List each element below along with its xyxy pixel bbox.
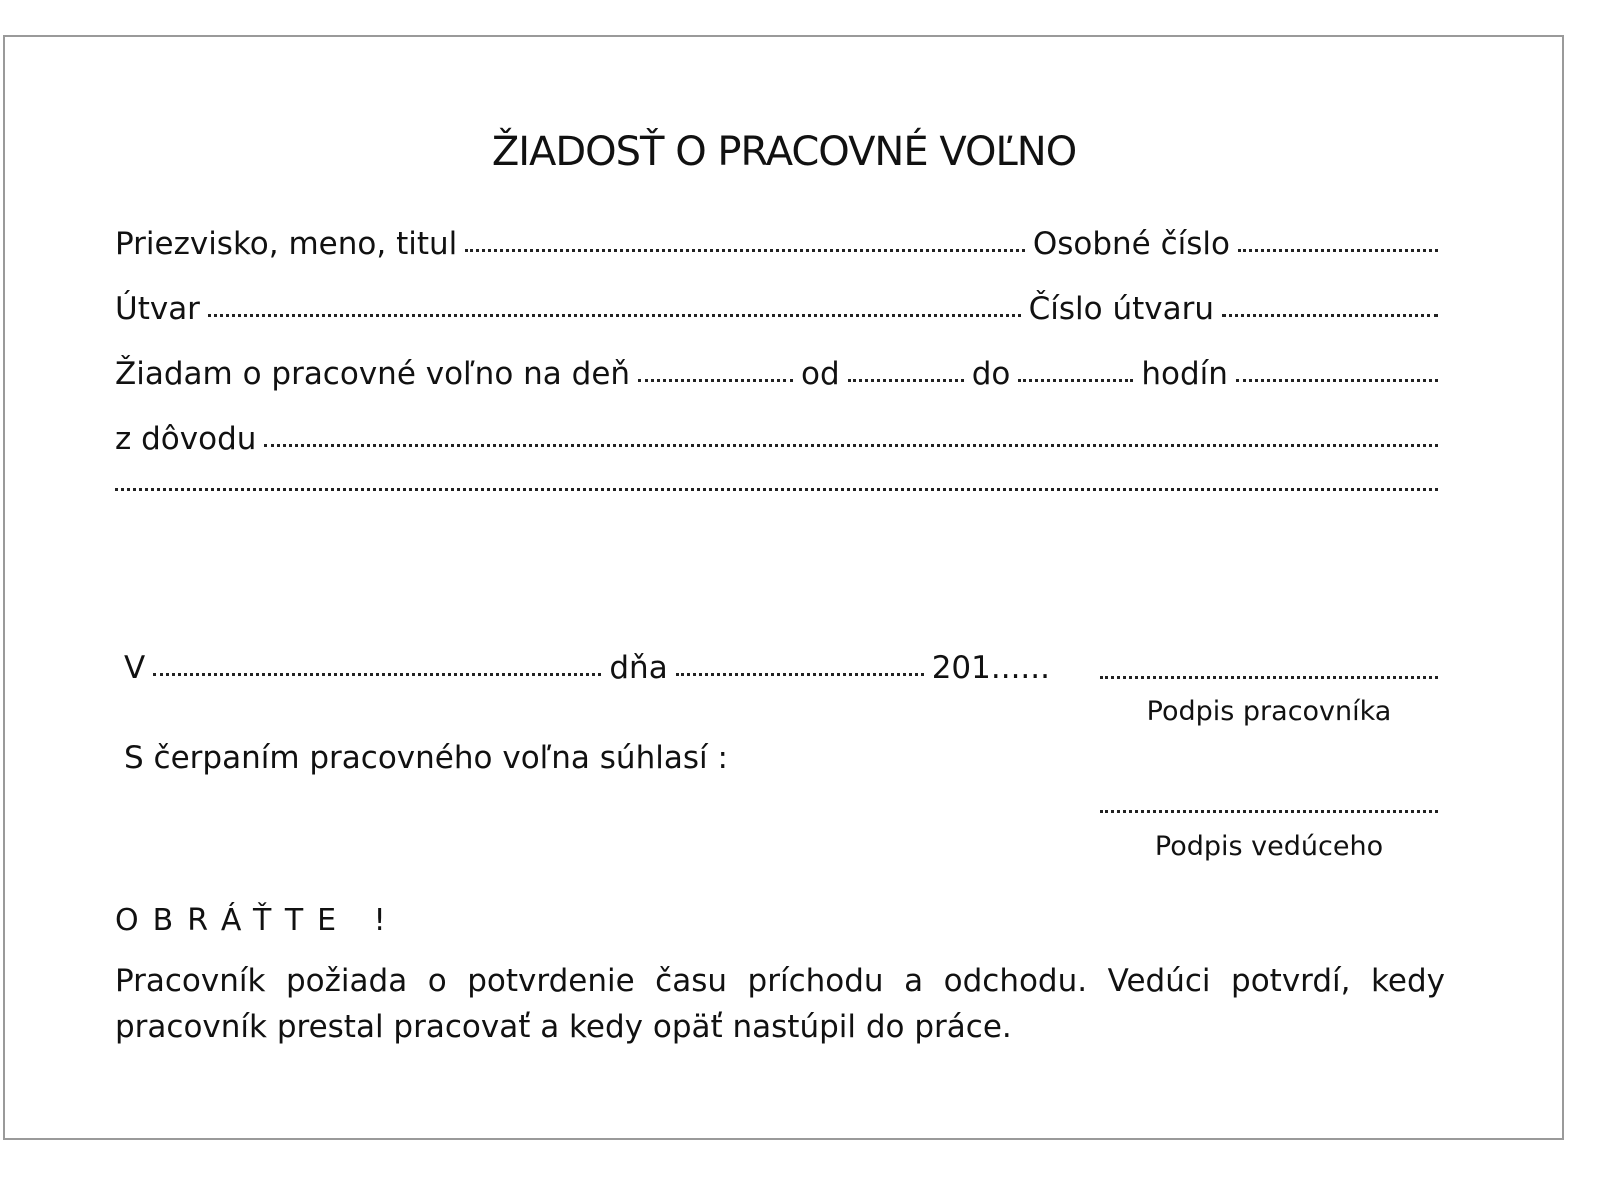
department-field[interactable] (208, 314, 1021, 317)
employee-signature-line[interactable] (1100, 676, 1438, 679)
reason-row (115, 421, 1438, 457)
turn-over-heading: OBRÁŤTE ! (115, 903, 400, 938)
reason-continuation-row (115, 490, 1438, 493)
reason-continuation-field[interactable] (115, 488, 1438, 491)
department-number-field[interactable] (1222, 314, 1438, 317)
department-row (115, 291, 1438, 327)
place-label: V (124, 650, 146, 686)
reason-field[interactable] (264, 444, 1438, 447)
name-field[interactable] (465, 249, 1025, 252)
to-label: do (971, 356, 1011, 392)
to-time-field[interactable] (1018, 379, 1133, 382)
name-row (115, 226, 1438, 262)
manager-signature-line[interactable] (1100, 810, 1438, 813)
personal-number-field[interactable] (1238, 249, 1438, 252)
manager-signature-label: Podpis vedúceho (1154, 831, 1384, 862)
instruction-note: Pracovník požiada o potvrdenie času príchodu a odchodu. Vedúci potvrdí, kedy pracovník prestal pracovať a kedy opäť nastúpil do práce. (115, 963, 1445, 1045)
day-field[interactable] (638, 379, 793, 382)
year-field[interactable]: 201...... (931, 650, 1050, 686)
department-label: Útvar (115, 291, 200, 327)
place-field[interactable] (153, 673, 601, 676)
form-title: ŽIADOSŤ O PRACOVNÉ VOĽNO (491, 129, 1077, 175)
date-label: dňa (609, 650, 668, 686)
personal-number-label: Osobné číslo (1032, 226, 1230, 262)
employee-signature-label: Podpis pracovníka (1146, 696, 1392, 727)
hours-label: hodín (1141, 356, 1228, 392)
request-row (115, 356, 1438, 392)
department-number-label: Číslo útvaru (1028, 291, 1214, 327)
consent-label: S čerpaním pracovného voľna súhlasí : (124, 740, 728, 776)
place-date-row (124, 650, 1050, 686)
request-label: Žiadam o pracovné voľno na deň (115, 356, 631, 392)
hours-field[interactable] (1236, 379, 1438, 382)
name-label: Priezvisko, meno, titul (115, 226, 458, 262)
from-time-field[interactable] (848, 379, 964, 382)
reason-label: z dôvodu (115, 421, 257, 457)
from-label: od (801, 356, 840, 392)
date-field[interactable] (676, 673, 924, 676)
